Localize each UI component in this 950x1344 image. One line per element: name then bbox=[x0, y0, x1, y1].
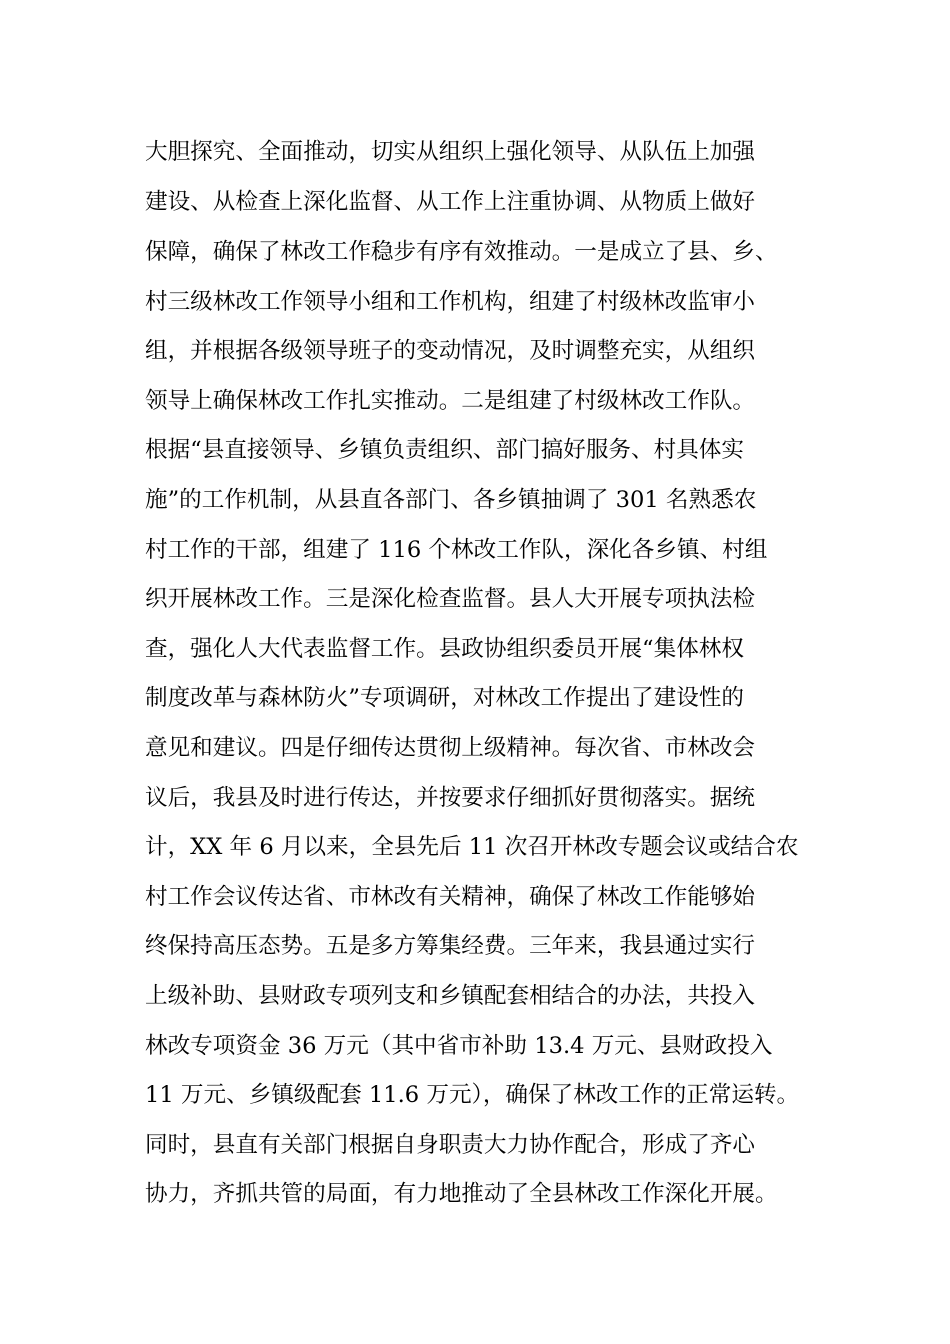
text-line: 11 万元、乡镇级配套 11.6 万元），确保了林改工作的正常运转。 bbox=[145, 1082, 800, 1108]
text-line: 村三级林改工作领导小组和工作机构，组建了村级林改监审小 bbox=[145, 289, 756, 315]
text-line: 大胆探究、全面推动，切实从组织上强化领导、从队伍上加强 bbox=[145, 139, 756, 165]
text-line: 林改专项资金 36 万元（其中省市补助 13.4 万元、县财政投入 bbox=[145, 1033, 773, 1059]
text-line: 协力，齐抓共管的局面，有力地推动了全县林改工作深化开展。 bbox=[145, 1181, 778, 1207]
text-line: 议后，我县及时进行传达，并按要求仔细抓好贯彻落实。据统 bbox=[145, 785, 756, 811]
text-line: 保障，确保了林改工作稳步有序有效推动。一是成立了县、乡、 bbox=[145, 239, 778, 265]
text-line: 意见和建议。四是仔细传达贯彻上级精神。每次省、市林改会 bbox=[145, 735, 756, 761]
text-line: 制度改革与森林防火”专项调研，对林改工作提出了建设性的 bbox=[145, 685, 744, 711]
text-line: 根据“县直接领导、乡镇负责组织、部门搞好服务、村具体实 bbox=[145, 437, 744, 463]
text-line: 织开展林改工作。三是深化检查监督。县人大开展专项执法检 bbox=[145, 586, 756, 612]
text-line: 建设、从检查上深化监督、从工作上注重协调、从物质上做好 bbox=[145, 189, 756, 215]
text-line: 上级补助、县财政专项列支和乡镇配套相结合的办法，共投入 bbox=[145, 983, 756, 1009]
text-line: 计，XX 年 6 月以来，全县先后 11 次召开林改专题会议或结合农 bbox=[145, 834, 799, 860]
text-line: 施”的工作机制，从县直各部门、各乡镇抽调了 301 名熟悉农 bbox=[145, 487, 757, 513]
text-line: 查，强化人大代表监督工作。县政协组织委员开展“集体林权 bbox=[145, 636, 744, 662]
text-line: 村工作会议传达省、市林改有关精神，确保了林改工作能够始 bbox=[145, 884, 756, 910]
text-line: 领导上确保林改工作扎实推动。二是组建了村级林改工作队。 bbox=[145, 388, 756, 414]
text-line: 村工作的干部，组建了 116 个林改工作队，深化各乡镇、村组 bbox=[145, 537, 768, 563]
text-line: 组，并根据各级领导班子的变动情况，及时调整充实，从组织 bbox=[145, 338, 756, 364]
text-line: 同时，县直有关部门根据自身职责大力协作配合，形成了齐心 bbox=[145, 1132, 756, 1158]
text-line: 终保持高压态势。五是多方筹集经费。三年来，我县通过实行 bbox=[145, 933, 756, 959]
